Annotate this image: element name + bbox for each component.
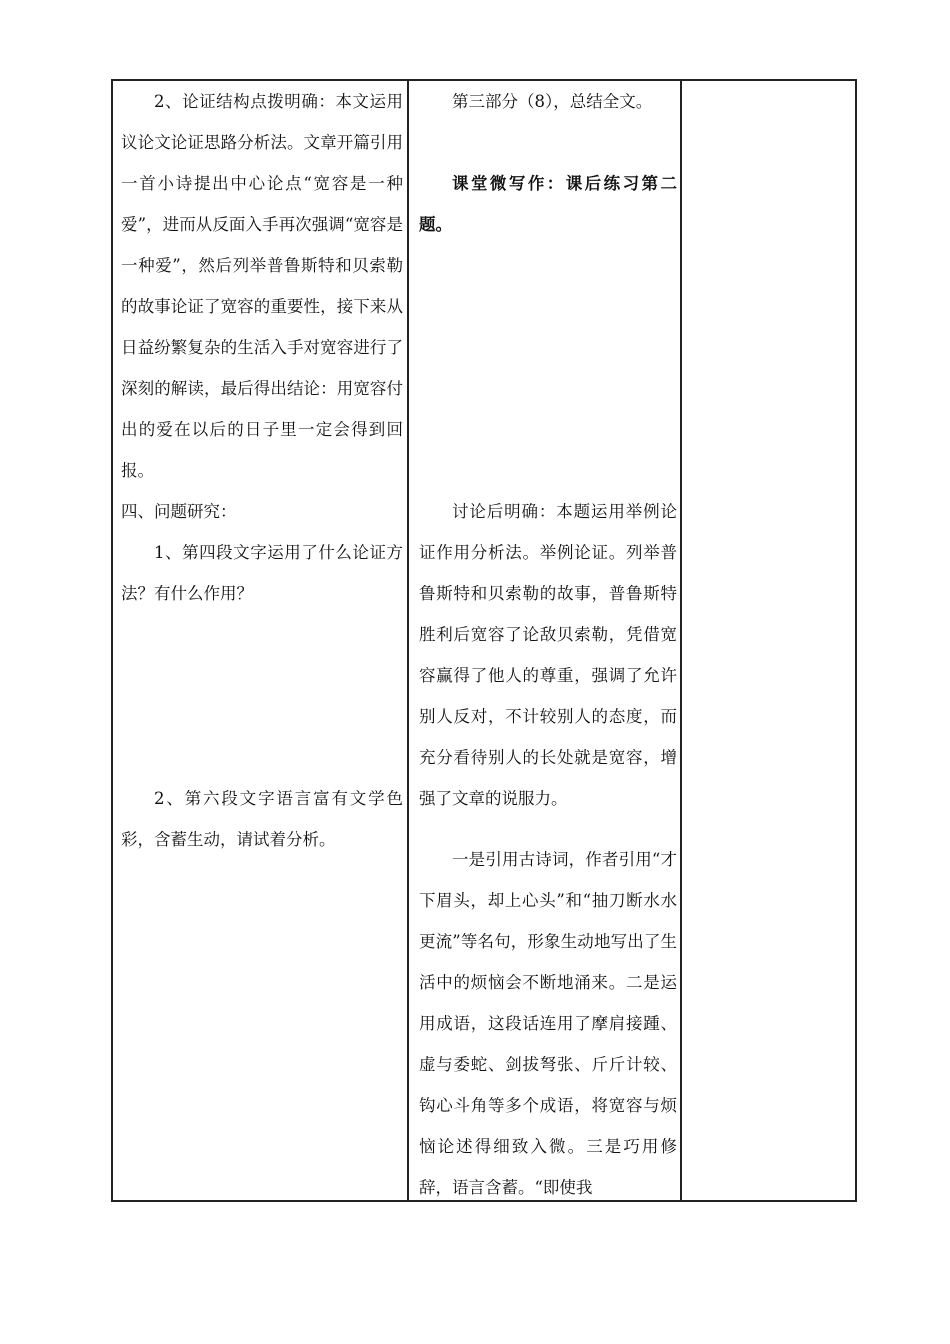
summary-paragraph: 第三部分（8），总结全文。 (452, 92, 653, 111)
section-heading: 四、问题研究： (121, 502, 237, 521)
question-1: 1、第四段文字运用了什么论证方法？有什么作用？ (121, 543, 403, 603)
answer-1: 讨论后明确：本题运用举例论证作用分析法。举例论证。列举普鲁斯特和贝索勒的故事，普鲁斯特胜利后宽容了论敌贝索勒，凭借宽容赢得了他人的尊重，强调了允许别人反对，不计较别人的态度，而充分看待别人的长处就是宽容，增强了文章的说服力。 (419, 502, 677, 808)
column-divider (407, 81, 409, 1200)
teaching-content-column (121, 81, 403, 860)
structure-analysis-paragraph: 2、论证结构点拨明确：本文运用议论文论证思路分析法。文章开篇引用一首小诗提出中心论点“宽容是一种爱”，进而从反面入手再次强调“宽容是一种爱”，然后列举普鲁斯特和贝索勒的故事论证了宽容的重要性，接下来从日益纷繁复杂的生活入手对宽容进行了深刻的解读，最后得出结论：用宽容付出的爱在以后的日子里一定会得到回报。 (121, 92, 403, 480)
lesson-table (111, 79, 857, 1202)
column-divider (680, 81, 682, 1200)
question-2: 2、第六段文字语言富有文学色彩，含蓄生动，请试着分析。 (121, 789, 403, 849)
answer-2: 一是引用古诗词，作者引用“才下眉头，却上心头”和“抽刀断水水更流”等名句，形象生动地写出了生活中的烦恼会不断地涌来。二是运用成语，这段话连用了摩肩接踵、虚与委蛇、剑拔弩张、斤斤计较、钩心斗角等多个成语，将宽容与烦恼论述得细致入微。三是巧用修辞，语言含蓄。“即使我 (419, 850, 677, 1197)
micro-writing-task: 课堂微写作：课后练习第二题。 (419, 174, 677, 234)
student-activity-column (419, 81, 677, 1208)
